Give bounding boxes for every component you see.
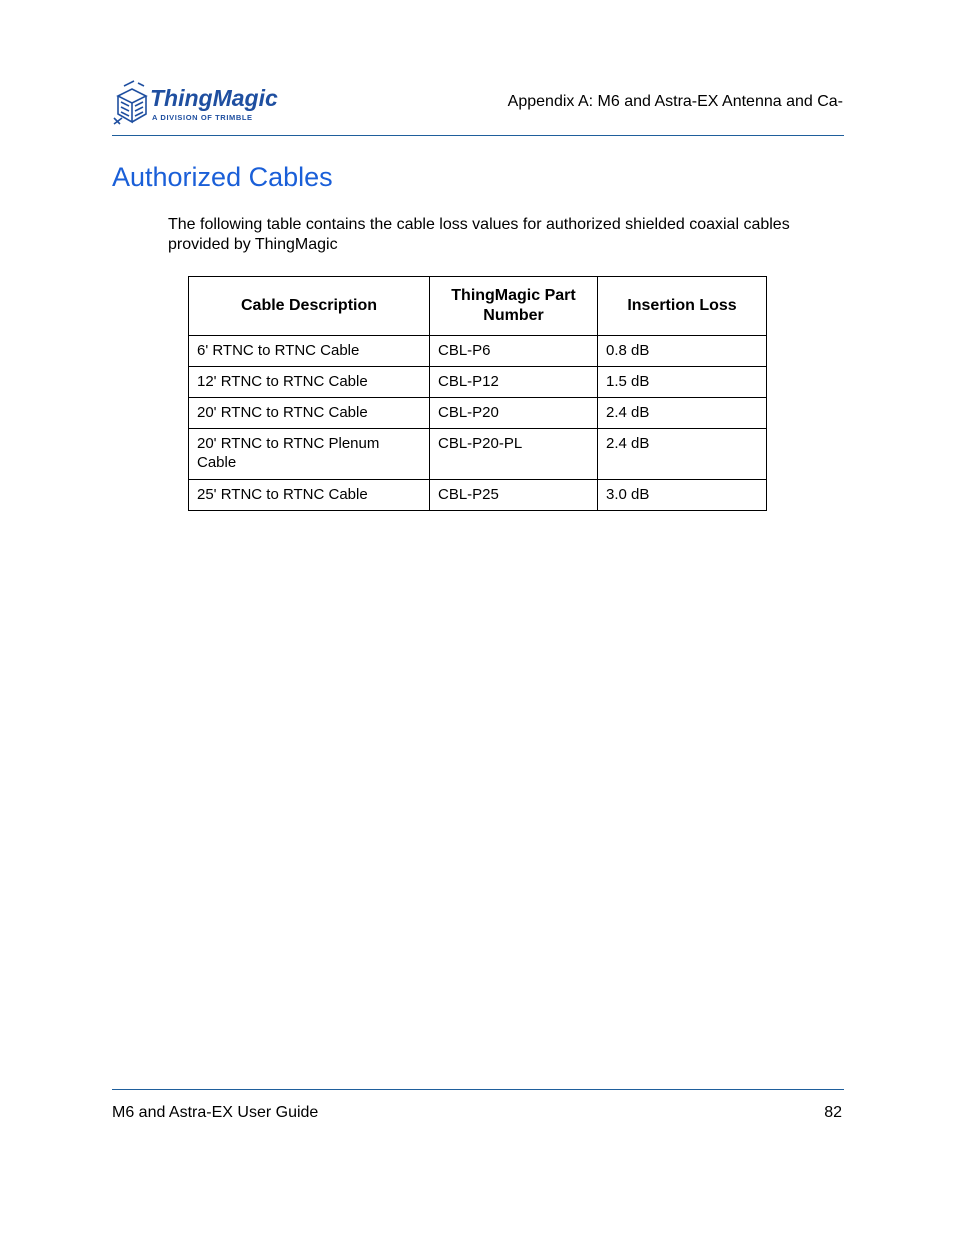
logo-cube-icon [112,78,282,130]
footer-doc-title: M6 and Astra-EX User Guide [112,1104,319,1121]
logo-wordmark: ThingMagic [150,85,278,111]
cable-loss-table [188,276,767,511]
cable-description-cell: 6' RTNC to RTNC Cable [189,336,430,367]
insertion-loss-cell: 2.4 dB [598,398,767,429]
table-row [189,429,767,480]
insertion-loss-cell: 2.4 dB [598,429,767,480]
cable-description-cell: 12' RTNC to RTNC Cable [189,367,430,398]
cable-description-cell: 20' RTNC to RTNC Cable [189,398,430,429]
running-header: Appendix A: M6 and Astra-EX Antenna and Ca- [507,93,843,110]
intro-paragraph: The following table contains the cable loss values for authorized shielded coaxial cables provided by ThingMagic [168,216,790,253]
table-row [189,398,767,429]
table-row [189,336,767,367]
cable-description-cell: 20' RTNC to RTNC Plenum Cable [189,429,430,480]
column-header-cable-description: Cable Description [189,277,430,336]
section-title: Authorized Cables [112,162,333,192]
part-number-cell: CBL-P25 [430,480,598,511]
part-number-cell: CBL-P20 [430,398,598,429]
column-header-insertion-loss: Insertion Loss [598,277,767,336]
cable-description-cell: 25' RTNC to RTNC Cable [189,480,430,511]
table-row [189,367,767,398]
header-rule [112,135,844,136]
table-row [189,480,767,511]
part-number-cell: CBL-P6 [430,336,598,367]
footer-rule [112,1089,844,1090]
table-header-row [189,277,767,336]
part-number-cell: CBL-P12 [430,367,598,398]
column-header-part-number: ThingMagic Part Number [430,277,598,336]
page-number: 82 [824,1104,842,1121]
thingmagic-logo [112,78,282,130]
insertion-loss-cell: 1.5 dB [598,367,767,398]
insertion-loss-cell: 0.8 dB [598,336,767,367]
part-number-cell: CBL-P20-PL [430,429,598,480]
insertion-loss-cell: 3.0 dB [598,480,767,511]
logo-tagline: A DIVISION OF TRIMBLE [152,113,253,122]
